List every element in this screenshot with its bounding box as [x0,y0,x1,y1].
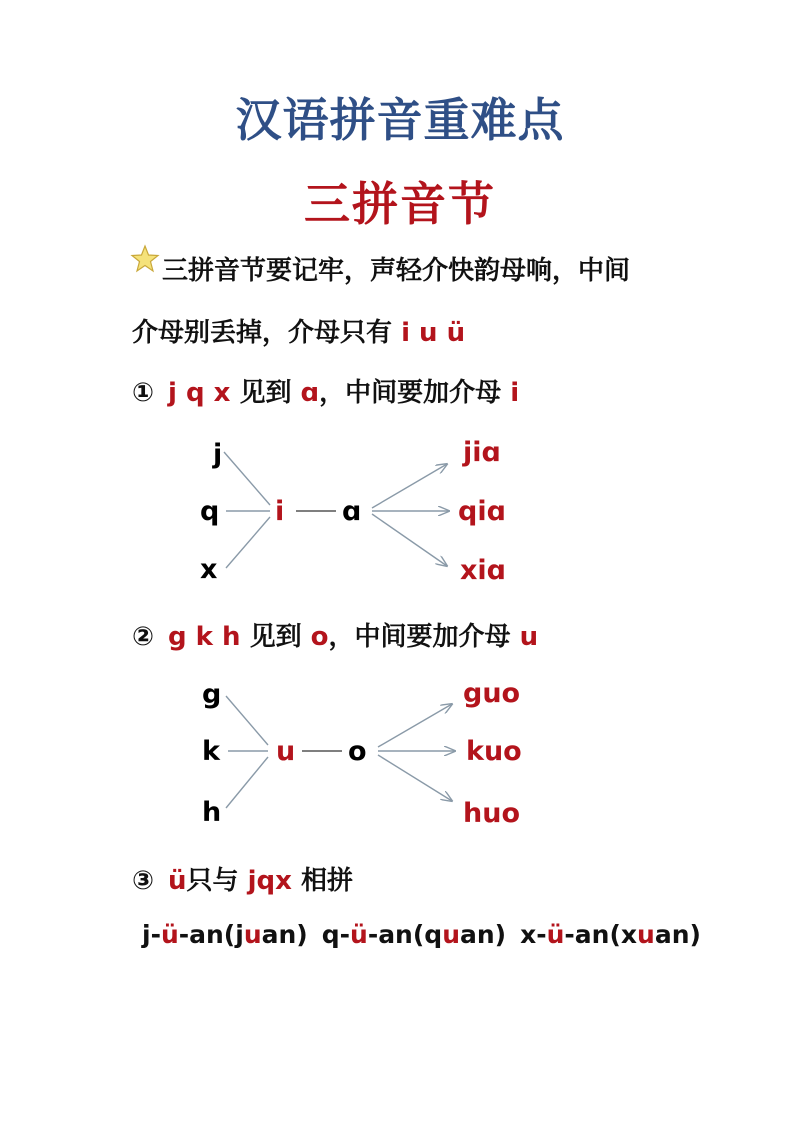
example-umlaut: ü [160,920,179,949]
example-u: u [442,920,460,949]
section-2-medial: u [519,622,539,652]
connector-h [226,757,268,808]
example-u: u [243,920,262,949]
example-umlaut: ü [350,920,368,949]
example-umlaut: ü [546,920,565,949]
initial-h: h [202,797,222,828]
example-xuan [520,920,701,949]
section-3-number: ③ [132,866,155,896]
section-1-text-a: 见到 [230,378,301,408]
connector-g [226,696,268,745]
arrow-up-2 [378,704,452,747]
example-part: j- [142,920,161,949]
medial-i: i [275,496,285,527]
page-subtitle: 三拼音节 [304,177,496,231]
example-quan [322,920,506,949]
rhyme-line-1: 三拼音节要记牢，声轻介快韵母响，中间 [162,256,631,286]
medial-u: u [276,736,296,767]
example-u: u [637,920,655,949]
example-juan [142,920,308,949]
example-part: x- [520,920,547,949]
section-1-text-b: ，中间要加介母 [319,378,511,408]
result-jia: jiɑ [463,437,501,468]
example-part: -an(j [178,920,244,949]
medials-list: i u ü [401,318,466,348]
section-1-number: ① [132,378,155,408]
examples-line [142,920,701,949]
example-part: an) [261,920,308,949]
rhyme-text: 介母别丢掉，介母只有 [132,318,402,348]
page-title: 汉语拼音重难点 [235,93,565,147]
result-huo: huo [463,798,520,829]
example-part: an) [460,920,507,949]
initial-x: x [200,554,218,585]
example-part: q- [321,920,350,949]
section-2-text-b: ，中间要加介母 [328,622,520,652]
section-1-medial: i [510,378,520,408]
section-3-initials: jqx [247,866,292,896]
example-part: -an(q [367,920,443,949]
section-2-number: ② [132,622,155,652]
result-kuo: kuo [466,736,522,767]
section-3-text-b: 相拼 [291,866,353,896]
initial-q: q [200,496,220,527]
final-a: ɑ [342,496,362,527]
section-2-text-a: 见到 [240,622,311,652]
example-part: an) [654,920,701,949]
initial-k: k [202,736,220,767]
example-part: -an(x [564,920,638,949]
final-o: o [348,736,367,767]
initial-j: j [213,439,223,470]
section-3-text-a: 只与 [186,866,248,896]
result-qia: qiɑ [458,496,506,527]
section-2-initials: g k h [168,622,241,652]
initial-g: g [202,679,222,710]
section-2-final: o [310,622,329,652]
section-1-final: ɑ [300,378,320,408]
result-xia: xiɑ [460,555,506,586]
section-3-heading [132,860,353,897]
result-guo: guo [463,678,521,709]
section-1-initials: j q x [168,378,231,408]
section-3-u-umlaut: ü [168,866,187,896]
arrow-down-2 [378,755,452,801]
